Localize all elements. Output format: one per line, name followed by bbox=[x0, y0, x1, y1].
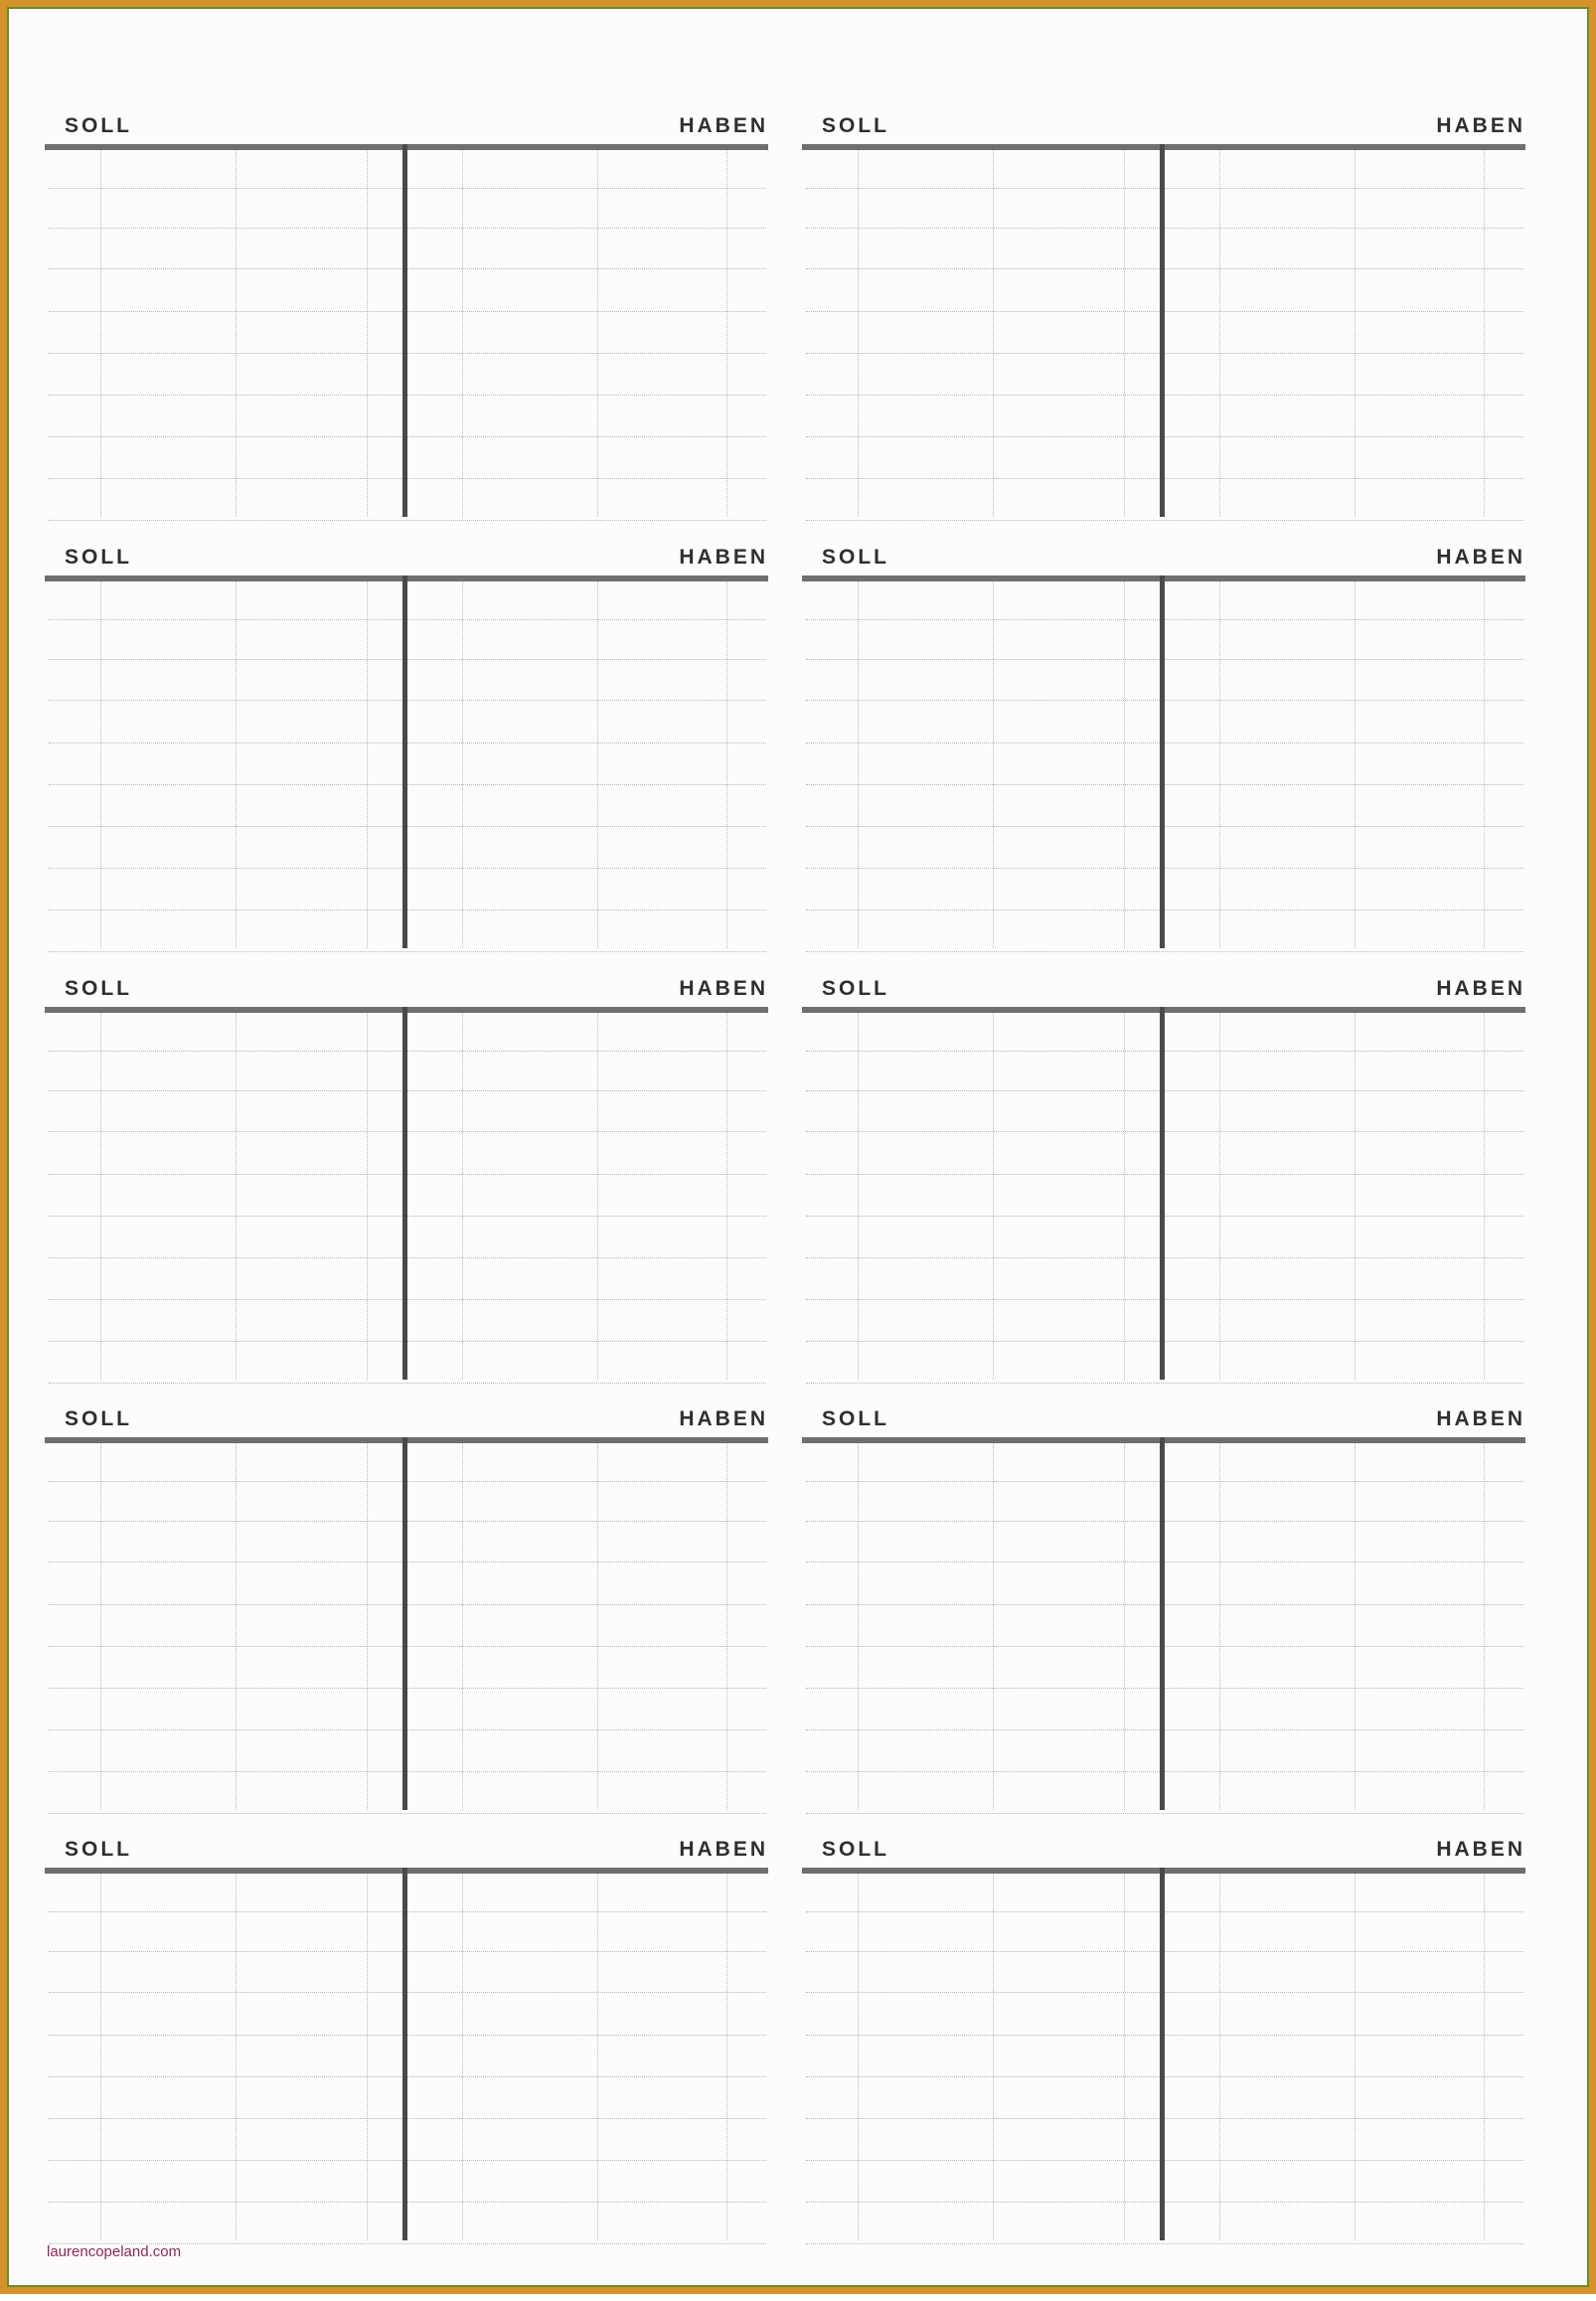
ledger-sheet bbox=[7, 7, 1596, 2301]
grid-column-line bbox=[1355, 1874, 1356, 2240]
soll-label: SOLL bbox=[65, 1838, 132, 1861]
grid-row-line bbox=[806, 1646, 1523, 1647]
t-account-8 bbox=[802, 1407, 1525, 1810]
grid-column-line bbox=[993, 1013, 994, 1380]
grid-column-line bbox=[1219, 150, 1220, 517]
t-account-center-rule bbox=[1160, 144, 1165, 517]
grid-row-line bbox=[806, 1216, 1523, 1217]
soll-label: SOLL bbox=[822, 1838, 889, 1861]
grid-column-line bbox=[726, 150, 727, 517]
t-account-6 bbox=[802, 977, 1525, 1380]
grid-column-line bbox=[726, 1443, 727, 1810]
grid-row-line bbox=[806, 268, 1523, 269]
t-account-center-rule bbox=[402, 144, 407, 517]
grid-column-line bbox=[462, 1013, 463, 1380]
grid-row-line bbox=[806, 1299, 1523, 1300]
grid-row-line bbox=[806, 2035, 1523, 2036]
grid-row-line bbox=[49, 1383, 766, 1384]
grid-row-line bbox=[806, 1383, 1523, 1384]
grid-row-line bbox=[49, 311, 766, 312]
soll-label: SOLL bbox=[822, 114, 889, 137]
grid-row-line bbox=[49, 1604, 766, 1605]
grid-column-line bbox=[726, 1874, 727, 2240]
grid-row-line bbox=[806, 951, 1523, 952]
grid-column-line bbox=[597, 1443, 598, 1810]
grid-column-line bbox=[1355, 1013, 1356, 1380]
grid-row-line bbox=[806, 2160, 1523, 2161]
grid-column-line bbox=[367, 1874, 368, 2240]
grid-column-line bbox=[993, 1443, 994, 1810]
grid-row-line bbox=[49, 395, 766, 396]
grid-row-line bbox=[806, 2243, 1523, 2244]
grid-row-line bbox=[49, 188, 766, 189]
grid-row-line bbox=[49, 826, 766, 827]
grid-row-line bbox=[49, 1992, 766, 1993]
grid-column-line bbox=[1219, 581, 1220, 948]
grid-column-line bbox=[993, 150, 994, 517]
grid-row-line bbox=[49, 1090, 766, 1091]
t-account-4 bbox=[802, 546, 1525, 948]
t-account-center-rule bbox=[1160, 575, 1165, 948]
grid-row-line bbox=[49, 1813, 766, 1814]
grid-row-line bbox=[49, 1771, 766, 1772]
t-account-center-rule bbox=[1160, 1437, 1165, 1810]
grid-column-line bbox=[1124, 150, 1125, 517]
grid-row-line bbox=[49, 1481, 766, 1482]
grid-column-line bbox=[993, 1874, 994, 2240]
grid-row-line bbox=[806, 1481, 1523, 1482]
grid-row-line bbox=[806, 311, 1523, 312]
soll-label: SOLL bbox=[822, 977, 889, 1000]
soll-label: SOLL bbox=[65, 1407, 132, 1430]
grid-row-line bbox=[49, 1299, 766, 1300]
t-account-center-rule bbox=[402, 575, 407, 948]
soll-label: SOLL bbox=[65, 977, 132, 1000]
grid-column-line bbox=[367, 150, 368, 517]
t-account-center-rule bbox=[1160, 1007, 1165, 1380]
grid-row-line bbox=[806, 2202, 1523, 2203]
grid-row-line bbox=[806, 1174, 1523, 1175]
t-account-center-rule bbox=[402, 1007, 407, 1380]
grid-row-line bbox=[49, 1646, 766, 1647]
grid-row-line bbox=[49, 2202, 766, 2203]
grid-row-line bbox=[49, 1174, 766, 1175]
grid-column-line bbox=[858, 1443, 859, 1810]
grid-row-line bbox=[806, 1771, 1523, 1772]
soll-label: SOLL bbox=[65, 546, 132, 569]
grid-column-line bbox=[858, 1874, 859, 2240]
grid-column-line bbox=[1484, 1013, 1485, 1380]
grid-column-line bbox=[236, 1013, 237, 1380]
haben-label: HABEN bbox=[1436, 977, 1525, 1000]
grid-row-line bbox=[806, 353, 1523, 354]
grid-column-line bbox=[100, 150, 101, 517]
grid-row-line bbox=[806, 1951, 1523, 1952]
grid-column-line bbox=[100, 1874, 101, 2240]
grid-column-line bbox=[1355, 1443, 1356, 1810]
grid-column-line bbox=[462, 581, 463, 948]
haben-label: HABEN bbox=[679, 1407, 768, 1430]
grid-row-line bbox=[806, 619, 1523, 620]
grid-row-line bbox=[806, 1688, 1523, 1689]
grid-column-line bbox=[1124, 1443, 1125, 1810]
haben-label: HABEN bbox=[679, 114, 768, 137]
watermark-text: laurencopeland.com bbox=[47, 2243, 182, 2260]
grid-row-line bbox=[49, 619, 766, 620]
grid-row-line bbox=[806, 1090, 1523, 1091]
grid-column-line bbox=[858, 150, 859, 517]
grid-row-line bbox=[806, 1604, 1523, 1605]
t-account-center-rule bbox=[402, 1437, 407, 1810]
t-account-10 bbox=[802, 1838, 1525, 2240]
grid-column-line bbox=[726, 581, 727, 948]
grid-column-line bbox=[1124, 581, 1125, 948]
soll-label: SOLL bbox=[65, 114, 132, 137]
grid-row-line bbox=[806, 1051, 1523, 1052]
grid-row-line bbox=[806, 188, 1523, 189]
grid-column-line bbox=[100, 581, 101, 948]
grid-row-line bbox=[49, 1216, 766, 1217]
grid-row-line bbox=[806, 909, 1523, 910]
grid-column-line bbox=[597, 150, 598, 517]
grid-row-line bbox=[49, 268, 766, 269]
grid-row-line bbox=[806, 228, 1523, 229]
grid-column-line bbox=[858, 1013, 859, 1380]
grid-row-line bbox=[806, 826, 1523, 827]
haben-label: HABEN bbox=[679, 546, 768, 569]
grid-row-line bbox=[49, 1521, 766, 1522]
grid-row-line bbox=[49, 436, 766, 437]
grid-row-line bbox=[49, 353, 766, 354]
grid-column-line bbox=[1124, 1013, 1125, 1380]
grid-row-line bbox=[806, 1257, 1523, 1258]
grid-row-line bbox=[49, 1131, 766, 1132]
grid-column-line bbox=[1219, 1874, 1220, 2240]
grid-column-line bbox=[1484, 1443, 1485, 1810]
grid-column-line bbox=[993, 581, 994, 948]
t-account-5 bbox=[45, 977, 768, 1380]
grid-column-line bbox=[367, 581, 368, 948]
grid-row-line bbox=[806, 1813, 1523, 1814]
grid-row-line bbox=[49, 659, 766, 660]
grid-column-line bbox=[726, 1013, 727, 1380]
haben-label: HABEN bbox=[1436, 1407, 1525, 1430]
grid-row-line bbox=[806, 659, 1523, 660]
grid-row-line bbox=[49, 1257, 766, 1258]
grid-column-line bbox=[1219, 1443, 1220, 1810]
grid-column-line bbox=[100, 1013, 101, 1380]
grid-column-line bbox=[236, 581, 237, 948]
grid-row-line bbox=[49, 1951, 766, 1952]
grid-row-line bbox=[49, 1911, 766, 1912]
grid-column-line bbox=[597, 581, 598, 948]
grid-column-line bbox=[1484, 581, 1485, 948]
t-account-1 bbox=[45, 114, 768, 517]
grid-column-line bbox=[367, 1013, 368, 1380]
grid-row-line bbox=[49, 700, 766, 701]
grid-column-line bbox=[1355, 150, 1356, 517]
grid-column-line bbox=[1484, 150, 1485, 517]
grid-row-line bbox=[806, 700, 1523, 701]
grid-row-line bbox=[49, 868, 766, 869]
grid-row-line bbox=[806, 1561, 1523, 1562]
grid-row-line bbox=[806, 1341, 1523, 1342]
haben-label: HABEN bbox=[1436, 546, 1525, 569]
grid-row-line bbox=[806, 1911, 1523, 1912]
t-account-2 bbox=[802, 114, 1525, 517]
grid-column-line bbox=[462, 1874, 463, 2240]
grid-column-line bbox=[462, 150, 463, 517]
grid-row-line bbox=[49, 2160, 766, 2161]
grid-row-line bbox=[49, 784, 766, 785]
grid-row-line bbox=[49, 1051, 766, 1052]
grid-row-line bbox=[49, 1688, 766, 1689]
grid-column-line bbox=[1219, 1013, 1220, 1380]
grid-column-line bbox=[236, 1874, 237, 2240]
t-account-3 bbox=[45, 546, 768, 948]
grid-row-line bbox=[806, 742, 1523, 743]
grid-row-line bbox=[49, 2035, 766, 2036]
grid-column-line bbox=[1124, 1874, 1125, 2240]
grid-row-line bbox=[806, 520, 1523, 521]
grid-column-line bbox=[1355, 581, 1356, 948]
grid-row-line bbox=[49, 228, 766, 229]
grid-row-line bbox=[49, 478, 766, 479]
grid-column-line bbox=[236, 1443, 237, 1810]
haben-label: HABEN bbox=[1436, 114, 1525, 137]
grid-row-line bbox=[49, 1729, 766, 1730]
grid-column-line bbox=[597, 1013, 598, 1380]
grid-row-line bbox=[806, 1729, 1523, 1730]
grid-column-line bbox=[1484, 1874, 1485, 2240]
grid-column-line bbox=[858, 581, 859, 948]
grid-row-line bbox=[49, 951, 766, 952]
grid-row-line bbox=[49, 2076, 766, 2077]
haben-label: HABEN bbox=[1436, 1838, 1525, 1861]
grid-row-line bbox=[806, 395, 1523, 396]
haben-label: HABEN bbox=[679, 977, 768, 1000]
grid-row-line bbox=[806, 436, 1523, 437]
grid-row-line bbox=[49, 909, 766, 910]
grid-row-line bbox=[49, 520, 766, 521]
grid-column-line bbox=[462, 1443, 463, 1810]
grid-row-line bbox=[49, 1341, 766, 1342]
grid-column-line bbox=[367, 1443, 368, 1810]
grid-row-line bbox=[806, 1521, 1523, 1522]
grid-column-line bbox=[597, 1874, 598, 2240]
grid-row-line bbox=[806, 478, 1523, 479]
grid-row-line bbox=[806, 2118, 1523, 2119]
grid-row-line bbox=[806, 868, 1523, 869]
t-account-7 bbox=[45, 1407, 768, 1810]
grid-column-line bbox=[100, 1443, 101, 1810]
grid-row-line bbox=[806, 1992, 1523, 1993]
grid-row-line bbox=[806, 2076, 1523, 2077]
grid-column-line bbox=[236, 150, 237, 517]
grid-row-line bbox=[49, 1561, 766, 1562]
soll-label: SOLL bbox=[822, 546, 889, 569]
t-account-center-rule bbox=[402, 1868, 407, 2240]
haben-label: HABEN bbox=[679, 1838, 768, 1861]
grid-row-line bbox=[49, 742, 766, 743]
grid-row-line bbox=[806, 784, 1523, 785]
grid-row-line bbox=[49, 2118, 766, 2119]
t-account-9 bbox=[45, 1838, 768, 2240]
soll-label: SOLL bbox=[822, 1407, 889, 1430]
t-account-center-rule bbox=[1160, 1868, 1165, 2240]
grid-row-line bbox=[806, 1131, 1523, 1132]
